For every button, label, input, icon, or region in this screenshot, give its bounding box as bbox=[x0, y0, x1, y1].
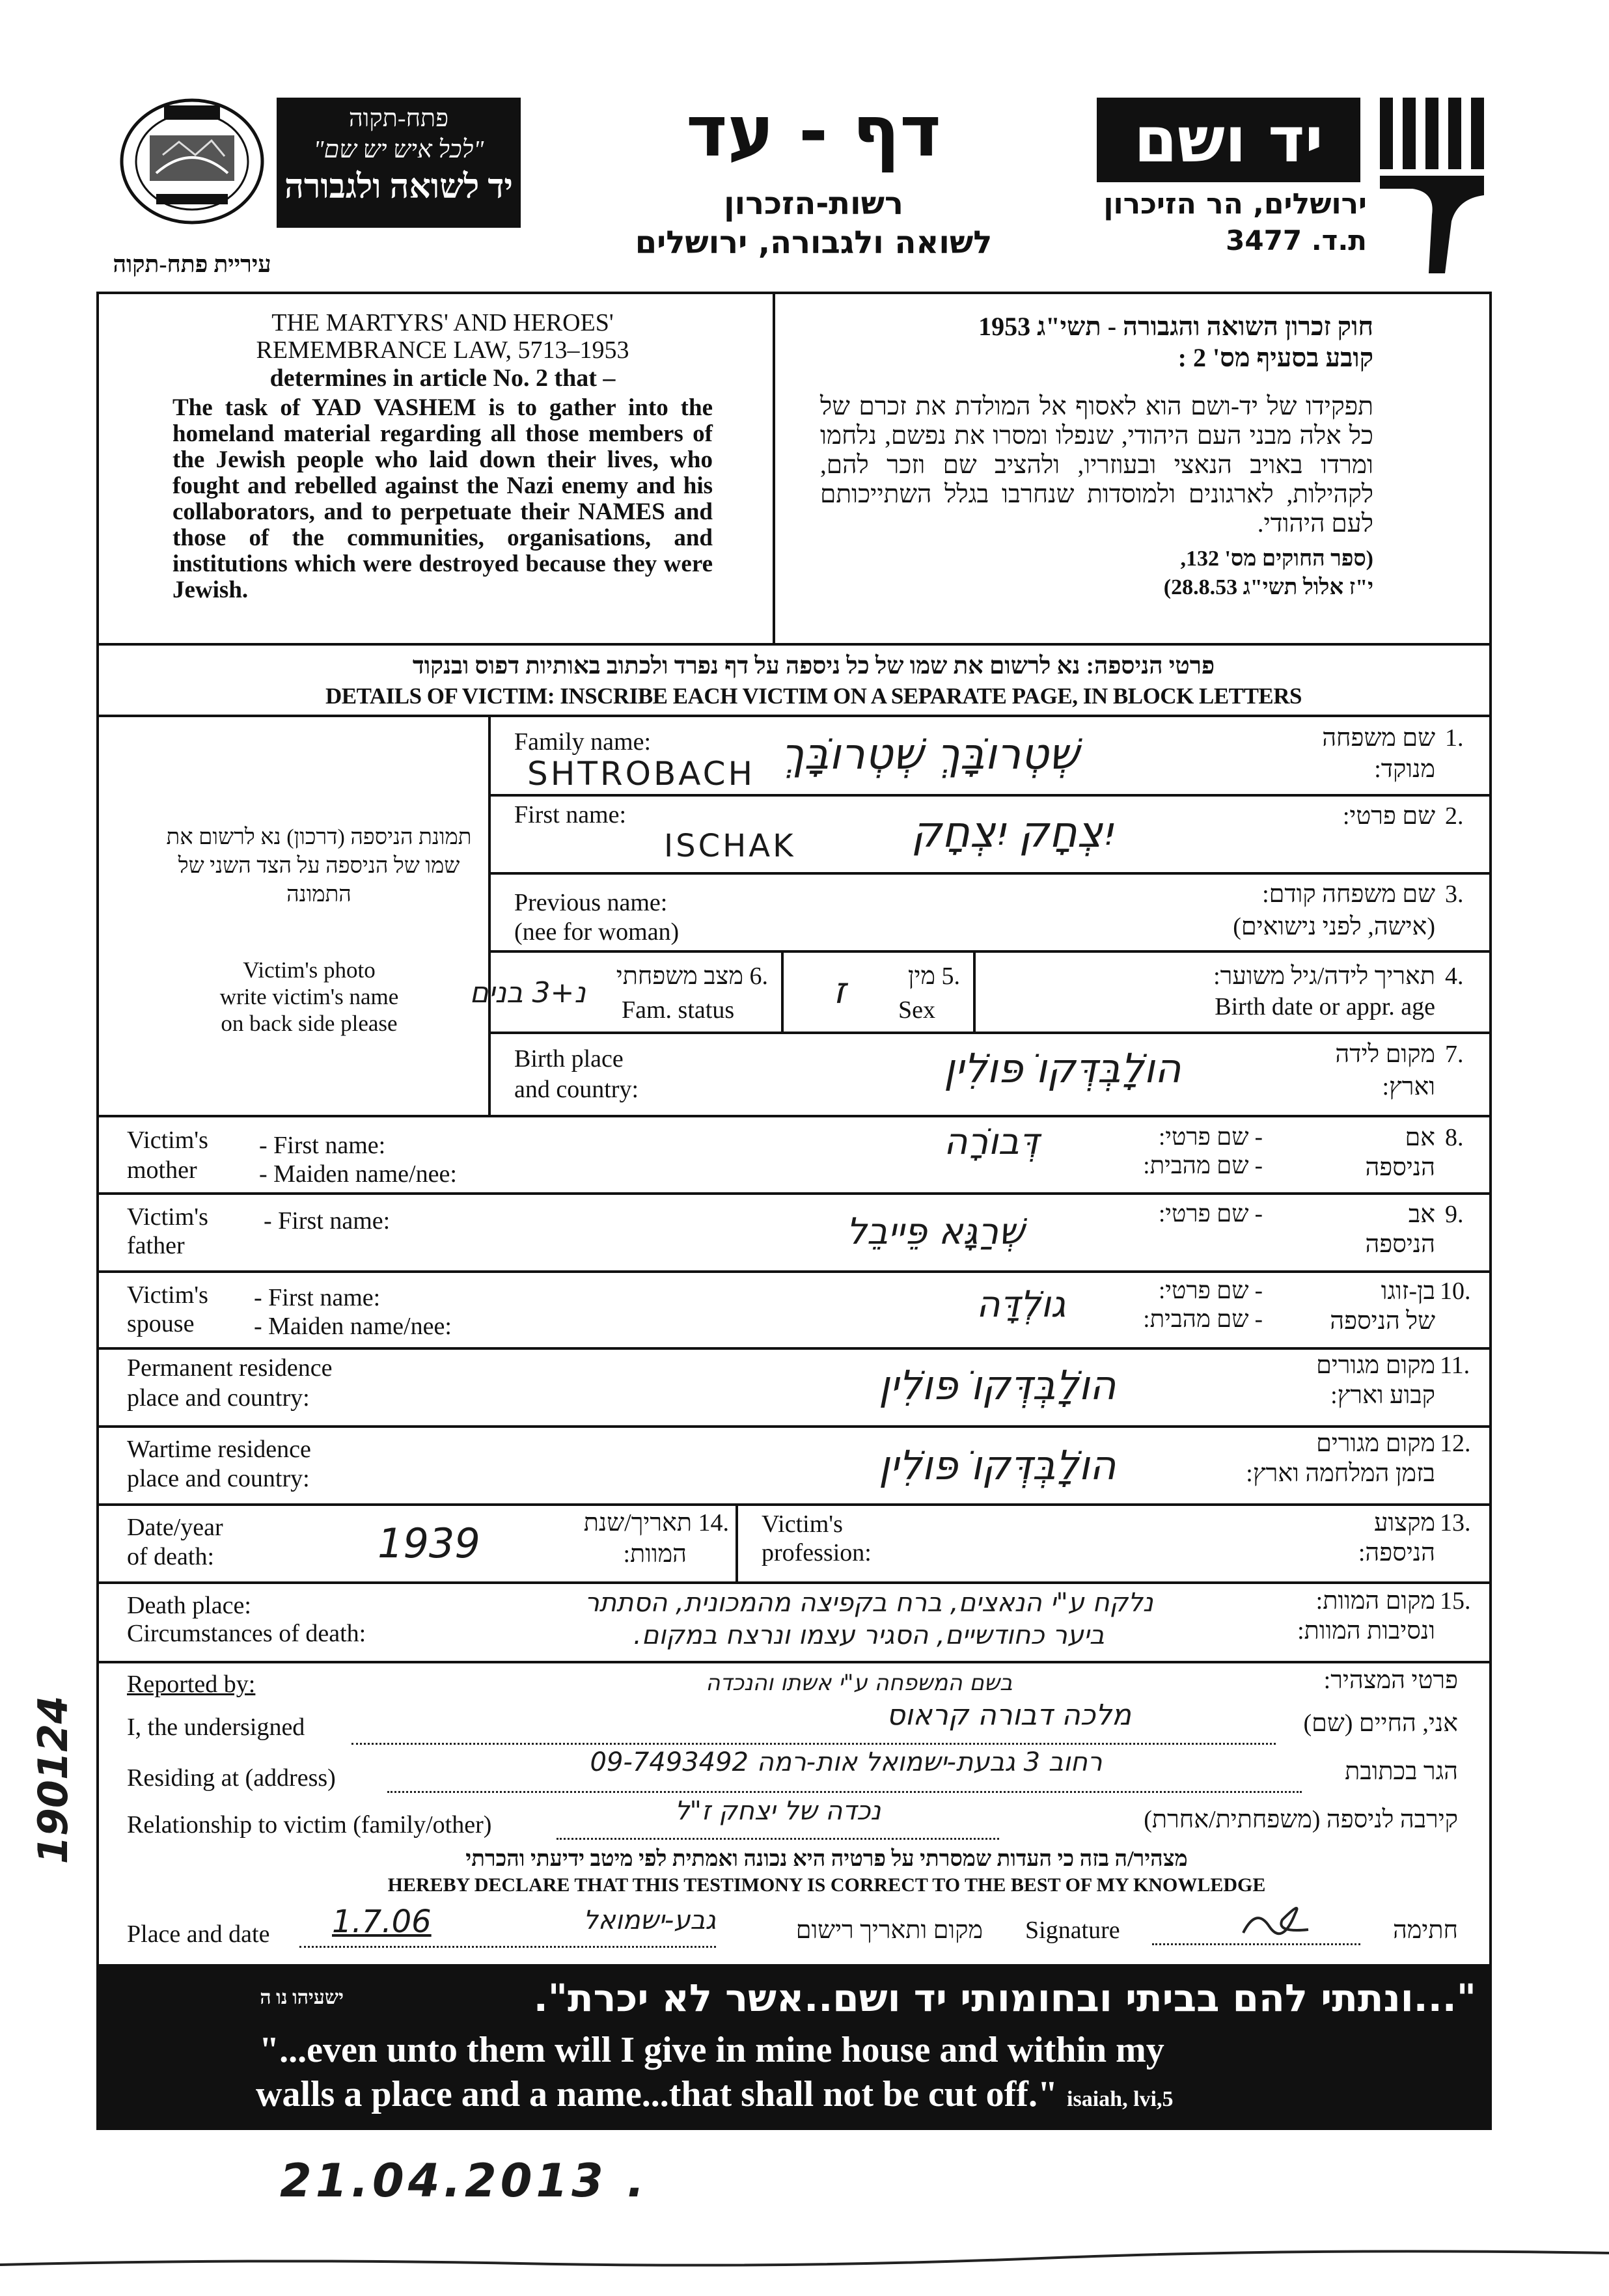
field-6-english: Fam. status bbox=[622, 996, 735, 1024]
yad-vashem-address-2: ת.ד. 3477 bbox=[1226, 225, 1367, 256]
address-value: רחוב 3 גבעת-ישמואל אות-רמה 09-7493492 bbox=[590, 1747, 1103, 1777]
seal-emblem-icon bbox=[117, 96, 267, 226]
field-14-english-1: Date/year bbox=[127, 1514, 223, 1541]
field-3-hebrew-2: (אישה, לפני נישואים) bbox=[1233, 913, 1435, 940]
death-year-value: 1939 bbox=[378, 1520, 480, 1567]
field-15-hebrew-2: ונסיבות המוות: bbox=[1297, 1617, 1435, 1645]
place-date-hebrew-label: מקום ותאריך רישום bbox=[795, 1917, 983, 1944]
first-name-hebrew-value: יִצְחָק יִצְחָק bbox=[911, 807, 1112, 857]
death-place-value-2: ביער כחודשיים, הסגיר עצמו ונרצח במקום. bbox=[633, 1620, 1105, 1650]
address-hebrew-label: הגר בכתובת bbox=[1345, 1758, 1458, 1785]
place-date-label: Place and date bbox=[127, 1920, 270, 1948]
field-8-sub-1: - שם פרטי: bbox=[1159, 1124, 1263, 1151]
father-first-name-value: שְׁרַגָּא פֵּייבֵל bbox=[846, 1210, 1025, 1253]
banner-city: פתח-תקוה bbox=[348, 105, 449, 132]
relationship-value: נכדה של יצחק ז"ל bbox=[674, 1796, 881, 1826]
field-3-english-2: (nee for woman) bbox=[514, 918, 680, 946]
field-6-number: 6. bbox=[749, 963, 768, 990]
signature-mark-icon bbox=[1237, 1894, 1315, 1946]
declaration-english: HEREBY DECLARE THAT THIS TESTIMONY IS CORRECT TO THE BEST OF MY KNOWLEDGE bbox=[387, 1874, 1266, 1896]
field-5-number: 5. bbox=[941, 963, 960, 990]
field-1-number: 1. bbox=[1445, 724, 1464, 752]
footer-english-line-1: "...even unto them will I give in mine house and within my bbox=[259, 2030, 1164, 2070]
field-13-hebrew-1: מקצוע bbox=[1374, 1509, 1435, 1537]
field-12-number: 12. bbox=[1440, 1430, 1471, 1457]
victim-header-hebrew: פרטי הניספה: נא לרשום את שמו של כל ניספה על דף נפרד ולכתוב באותיות דפוס ובנקוד bbox=[412, 653, 1215, 679]
field-14-label: תאריך/שנת bbox=[583, 1509, 692, 1537]
field-4-hebrew: תאריך לידה/גיל משוער: bbox=[1213, 963, 1435, 990]
law-english-title-2: REMEMBRANCE LAW, 5713–1953 bbox=[256, 336, 629, 364]
field-8-sub-2: - שם מהבית: bbox=[1143, 1153, 1263, 1179]
field-9-hebrew-2: הניספה bbox=[1365, 1231, 1435, 1258]
law-hebrew-body: תפקידו של יד-ושם הוא לאסוף אל המולדת את זכרם של כל אלה מבני העם היהודי, שנפלו ומסרו את נפשם, נלחמו ומרדו באויב הנאצי ובעוזריו, ולהציב שם וזכר להם, לקהילות, לארגונים ולמוסדות שנחרבו בגלל השתייכותם לעם היהודי. bbox=[820, 392, 1373, 538]
field-9-hebrew-1: אב bbox=[1408, 1201, 1435, 1228]
field-9-sub-1: - שם פרטי: bbox=[1159, 1201, 1263, 1227]
law-english bbox=[172, 309, 713, 603]
footer-hebrew-ref: ישעיהו נו ה bbox=[260, 1987, 344, 2008]
banner-motto: "לכל איש יש שם" bbox=[313, 136, 484, 163]
field-2-english: First name: bbox=[514, 801, 627, 828]
field-6-hebrew bbox=[586, 962, 768, 991]
field-1-hebrew-2: מנוקד: bbox=[1374, 756, 1435, 783]
side-reference-number: 190124 bbox=[29, 1695, 77, 1865]
yad-vashem-logo-icon bbox=[1373, 91, 1497, 280]
form-title: דף - עד bbox=[686, 91, 941, 172]
field-11-hebrew-1: מקום מגורים bbox=[1316, 1352, 1435, 1379]
victim-header-english: DETAILS OF VICTIM: INSCRIBE EACH VICTIM ON A SEPARATE PAGE, IN BLOCK LETTERS bbox=[325, 683, 1302, 709]
field-13-number: 13. bbox=[1440, 1509, 1471, 1537]
photo-box-english-3: on back side please bbox=[221, 1011, 398, 1036]
address-label: Residing at (address) bbox=[127, 1764, 336, 1792]
field-14-english-2: of death: bbox=[127, 1543, 215, 1570]
footer-english-line-2 bbox=[256, 2073, 1173, 2115]
permanent-residence-value: הוֹלָבְּדְּקוֹ פּוֹלִין bbox=[879, 1361, 1116, 1409]
field-10-number: 10. bbox=[1440, 1278, 1471, 1305]
footer-english-line-2-text: walls a place and a name...that shall not be cut off." bbox=[256, 2074, 1058, 2114]
field-3-number: 3. bbox=[1445, 881, 1464, 908]
footer-hebrew-quote-text: "...ונתתי להם בביתי ובחומותי יד ושם..אשר לא יכרת". bbox=[533, 1976, 1476, 2020]
field-11-english-1: Permanent residence bbox=[127, 1354, 333, 1382]
field-11-number: 11. bbox=[1440, 1352, 1470, 1379]
field-13-english-1: Victim's bbox=[762, 1510, 843, 1538]
place-date-value: 1.7.06 bbox=[332, 1904, 432, 1940]
field-4-number: 4. bbox=[1445, 963, 1464, 990]
field-10-english-3: - First name: bbox=[254, 1284, 381, 1311]
death-place-value-1: נלקח ע"י הנאצים, ברח בקפיצה מהמכונית, הסתתר bbox=[584, 1588, 1153, 1618]
reported-by-title: Reported by: bbox=[127, 1671, 256, 1698]
field-15-hebrew-1: מקום המוות: bbox=[1315, 1587, 1435, 1615]
field-10-sub-2: - שם מהבית: bbox=[1143, 1306, 1263, 1333]
field-10-hebrew-2: של הניספה bbox=[1330, 1307, 1435, 1335]
relationship-label: Relationship to victim (family/other) bbox=[127, 1811, 492, 1838]
field-11-english-2: place and country: bbox=[127, 1384, 310, 1412]
wartime-residence-value: הוֹלָבְּדְּקוֹ פּוֹלִין bbox=[879, 1442, 1116, 1489]
field-9-english-1: Victim's bbox=[127, 1203, 208, 1231]
field-10-english-4: - Maiden name/nee: bbox=[254, 1313, 452, 1340]
field-14-number: 14. bbox=[698, 1509, 729, 1537]
family-name-hebrew-value: שְׁטְרוֹבָּךְ שְׁטְרוֹבָּךְ bbox=[781, 729, 1079, 779]
field-10-english-2: spouse bbox=[127, 1310, 195, 1337]
footer-hebrew-quote bbox=[324, 1976, 1476, 2020]
spouse-first-name-value: גוֹלְדָּה bbox=[976, 1283, 1066, 1326]
family-name-latin-value: SHTROBACH bbox=[527, 755, 756, 793]
law-hebrew-ref-2: י"ז אלול תשי"ג 28.8.53) bbox=[1163, 575, 1373, 599]
reporter-hebrew-title: פרטי המצהיר: bbox=[1323, 1667, 1458, 1694]
field-3-hebrew-1: שם משפחה קודם: bbox=[1262, 881, 1435, 908]
photo-box-english-1: Victim's photo bbox=[243, 957, 376, 983]
sex-value: ז bbox=[833, 970, 846, 1012]
field-12-hebrew-2: בזמן המלחמה וארץ: bbox=[1246, 1460, 1435, 1487]
first-name-latin-value: ISCHAK bbox=[664, 828, 796, 864]
field-7-english-1: Birth place bbox=[514, 1045, 624, 1073]
field-1-english: Family name: bbox=[514, 728, 652, 756]
field-15-english-2: Circumstances of death: bbox=[127, 1620, 366, 1647]
field-9-number: 9. bbox=[1445, 1201, 1464, 1228]
field-9-english-3: - First name: bbox=[264, 1207, 391, 1235]
field-5-label: מין bbox=[907, 963, 935, 990]
relationship-hebrew-label: קירבה לניספה (משפחתית/אחרת) bbox=[1144, 1806, 1458, 1833]
field-2-number: 2. bbox=[1445, 802, 1464, 830]
field-10-english-1: Victim's bbox=[127, 1281, 208, 1309]
law-hebrew bbox=[820, 311, 1373, 602]
petah-tikva-banner bbox=[277, 98, 521, 228]
field-8-english-1: Victim's bbox=[127, 1127, 208, 1154]
field-7-number: 7. bbox=[1445, 1041, 1464, 1068]
law-hebrew-ref-1: (ספר החוקים מס' 132, bbox=[1180, 547, 1373, 571]
photo-box-english bbox=[156, 957, 462, 1037]
field-5-english: Sex bbox=[898, 996, 935, 1024]
field-10-hebrew-1: בן-זוגו bbox=[1381, 1278, 1435, 1305]
field-8-english-2: mother bbox=[127, 1156, 197, 1184]
photo-box-english-2: write victim's name bbox=[219, 984, 399, 1009]
field-14-hebrew-2: המוות: bbox=[623, 1540, 687, 1568]
field-4-english: Birth date or appr. age bbox=[1215, 993, 1435, 1020]
signature-label: Signature bbox=[1025, 1917, 1120, 1944]
form-subtitle-1: רשות-הזכרון bbox=[724, 185, 903, 222]
field-8-english-3: - First name: bbox=[259, 1132, 386, 1159]
petah-tikva-seal bbox=[117, 96, 267, 226]
reporter-note-value: בשם המשפחה ע"י אשתו והנכדה bbox=[706, 1670, 1013, 1696]
field-7-hebrew-1: מקום לידה bbox=[1335, 1041, 1435, 1068]
torn-edge-icon bbox=[0, 2239, 1609, 2278]
field-15-english-1: Death place: bbox=[127, 1592, 251, 1619]
field-9-english-2: father bbox=[127, 1232, 185, 1259]
field-3-english-1: Previous name: bbox=[514, 889, 668, 916]
photo-box-hebrew: תמונת הניספה (דרכון) נא לרשום את שמו של הניספה על הצד השני של התמונה bbox=[166, 825, 472, 907]
fam-status-value: נ+3 בנים bbox=[469, 976, 586, 1009]
form-subtitle-2: לשואה ולגבורה, ירושלים bbox=[635, 225, 993, 261]
field-8-english-4: - Maiden name/nee: bbox=[259, 1160, 457, 1188]
field-10-sub-1: - שם פרטי: bbox=[1159, 1278, 1263, 1304]
law-hebrew-title-1: חוק זכרון השואה והגבורה - תשי"ג 1953 bbox=[978, 312, 1373, 341]
field-15-number: 15. bbox=[1440, 1587, 1471, 1615]
field-7-hebrew-2: וארץ: bbox=[1382, 1073, 1435, 1100]
law-english-title-3: determines in article No. 2 that – bbox=[269, 364, 616, 392]
field-12-english-2: place and country: bbox=[127, 1465, 310, 1492]
law-english-body: The task of YAD VASHEM is to gather into the homeland material regarding all those members of the Jewish people who laid down their lives, who fought and rebelled against the Nazi enemy and his collaborators, and to perpetuate their NAMES and those of the communities, organisations, and institutions which were destroyed because they were Jewish. bbox=[172, 394, 713, 603]
field-11-hebrew-2: קבוע וארץ: bbox=[1330, 1382, 1435, 1409]
declaration-hebrew: מצהיר/ה בזה כי העדות שמסרתי על פרטיה היא נכונה ואמתית לפי מיטב ידיעתי והכרתי bbox=[465, 1847, 1188, 1871]
field-8-number: 8. bbox=[1445, 1124, 1464, 1151]
undersigned-value: מלכה דבורה קראוס bbox=[887, 1699, 1131, 1732]
field-12-hebrew-1: מקום מגורים bbox=[1316, 1430, 1435, 1457]
undersigned-label: I, the undersigned bbox=[127, 1714, 305, 1741]
seal-caption: עיריית פתח-תקוה bbox=[113, 251, 271, 277]
law-hebrew-title-2: קובע בסעיף מס' 2 : bbox=[1177, 343, 1373, 372]
place-value: גבע-ישמואל bbox=[583, 1906, 716, 1935]
mother-first-name-value: דְּבוֹרָה bbox=[944, 1121, 1039, 1163]
field-14-hebrew-1 bbox=[534, 1509, 729, 1537]
field-5-hebrew bbox=[892, 962, 960, 991]
field-12-english-1: Wartime residence bbox=[127, 1436, 311, 1463]
field-13-english-2: profession: bbox=[762, 1539, 872, 1566]
field-6-label: מצב משפחתי bbox=[616, 963, 743, 990]
field-8-hebrew-1: אם bbox=[1405, 1124, 1435, 1151]
birth-place-value: הוֹלָבְּדְּקוֹ פּוֹלִין bbox=[944, 1045, 1181, 1092]
banner-org: יד לשואה ולגבורה bbox=[284, 169, 513, 206]
archive-date: 21.04.2013 . bbox=[280, 2154, 648, 2207]
signature-hebrew-label: חתימה bbox=[1392, 1917, 1458, 1944]
field-13-hebrew-2: הניספה: bbox=[1358, 1539, 1435, 1566]
law-english-title-1: THE MARTYRS' AND HEROES' bbox=[271, 309, 614, 336]
yad-vashem-address-1: ירושלים, הר הזיכרון bbox=[1103, 187, 1367, 221]
field-2-hebrew: שם פרטי: bbox=[1342, 802, 1435, 830]
yad-vashem-name: יד ושם bbox=[1097, 98, 1360, 182]
field-1-hebrew-1: שם משפחה bbox=[1322, 724, 1435, 752]
field-8-hebrew-2: הניספה bbox=[1365, 1154, 1435, 1181]
field-7-english-2: and country: bbox=[514, 1076, 639, 1103]
undersigned-hebrew-label: אני, החיים (שם) bbox=[1303, 1710, 1458, 1737]
footer-quote-banner bbox=[96, 1964, 1492, 2130]
footer-english-ref: isaiah, lvi,5 bbox=[1067, 2087, 1174, 2111]
